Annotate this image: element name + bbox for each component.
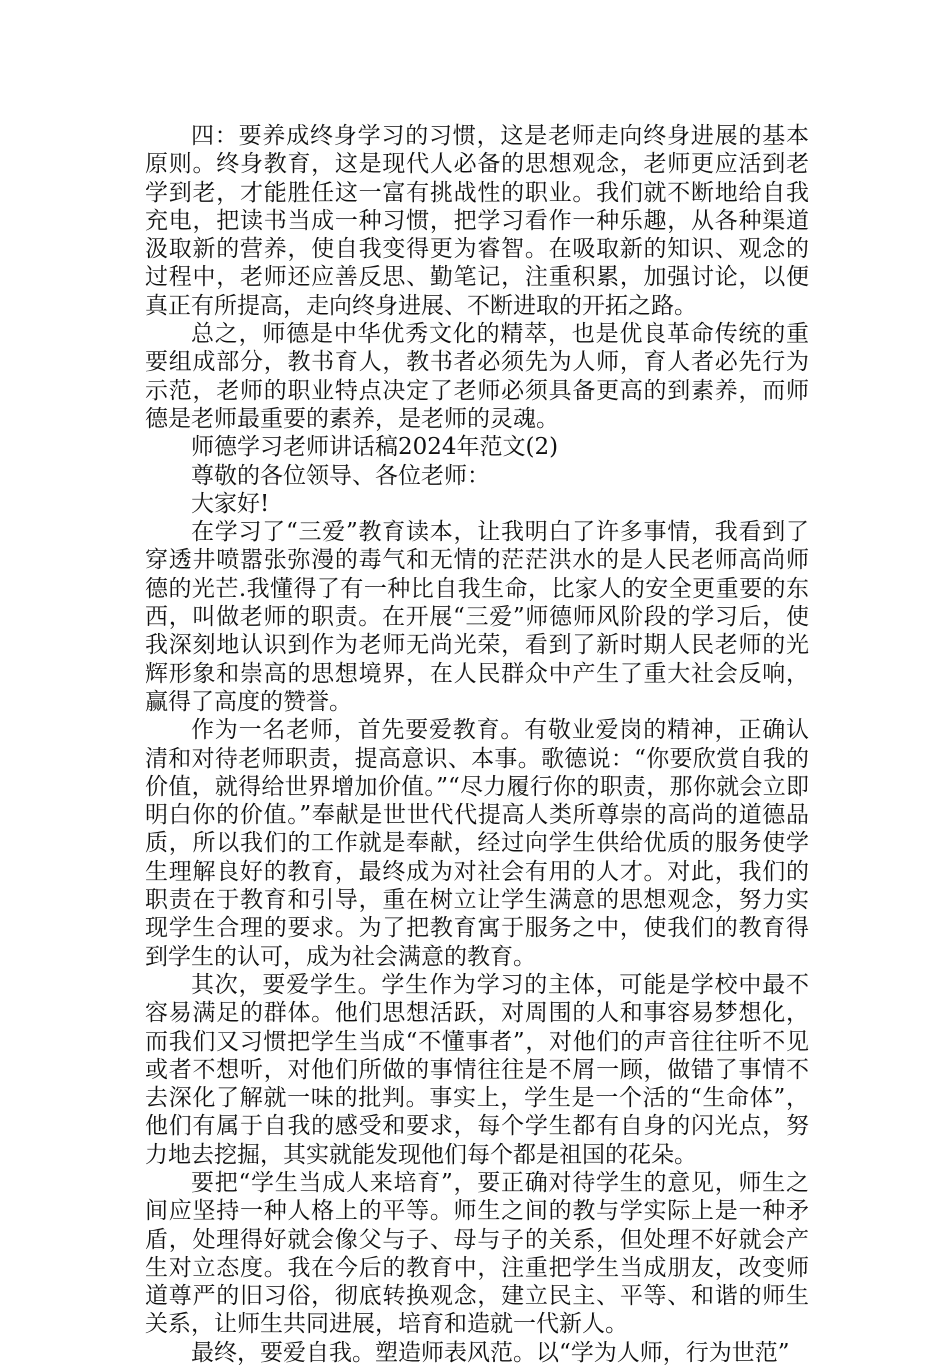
paragraph-three-loves: 在学习了“三爱”教育读本，让我明白了许多事情，我看到了穿透井喷嚣张弥漫的毒气和无情的茫茫洪水的是人民老师高尚师德的光芒.我懂得了有一种比自我生命，比家人的安全更重要的东西，叫做老师的职责。在开展“三爱”师德师风阶段的学习后，使我深刻地认识到作为老师无尚光荣，看到了新时期人民老师的光辉形象和崇高的思想境界，在人民群众中产生了重大社会反响，赢得了高度的赞誉。: [145, 519, 809, 715]
salutation: 尊敬的各位领导、各位老师：: [191, 462, 490, 489]
paragraph-love-education: 作为一名老师，首先要爱教育。有敬业爱岗的精神，正确认清和对待老师职责，提高意识、本事。歌德说：“你要欣赏自我的价值，就得给世界增加价值。”“尽力履行你的职责，那你就会立即明白你的价值。”奉献是世世代代提高人类所尊崇的高尚的道德品质，所以我们的工作就是奉献，经过向学生供给优质的服务使学生理解良好的教育，最终成为对社会有用的人才。对此，我们的职责在于教育和引导，重在树立让学生满意的思想观念，努力实现学生合理的要求。为了把教育寓于服务之中，使我们的教育得到学生的认可，成为社会满意的教育。: [145, 717, 809, 970]
paragraph-conclusion: 总之，师德是中华优秀文化的精萃，也是优良革命传统的重要组成部分，教书育人，教书者必须先为人师，育人者必先行为示范，老师的职业特点决定了老师必须具备更高的到素养，而师德是老师最重要的素养，是老师的灵魂。: [145, 321, 809, 432]
section-heading: 师德学习老师讲话稿2024年范文(2): [191, 434, 559, 461]
paragraph-lifelong-learning: 四：要养成终身学习的习惯，这是老师走向终身进展的基本原则。终身教育，这是现代人必备的思想观念，老师更应活到老学到老，才能胜任这一富有挑战性的职业。我们就不断地给自我充电，把读书当成一种习惯，把学习看作一种乐趣，从各种渠道汲取新的营养，使自我变得更为睿智。在吸取新的知识、观念的过程中，老师还应善反思、勤笔记，注重积累，加强讨论，以便真正有所提高，走向终身进展、不断进取的开拓之路。: [145, 123, 809, 319]
paragraph-respect-students: 要把“学生当成人来培育”，要正确对待学生的意见，师生之间应坚持一种人格上的平等。师生之间的教与学实际上是一种矛盾，处理得好就会像父与子、母与子的关系，但处理不好就会产生对立态度。我在今后的教育中，注重把学生当成朋友，改变师道尊严的旧习俗，彻底转换观念，建立民主、平等、和谐的师生关系，让师生共同进展，培育和造就一代新人。: [145, 1169, 809, 1338]
greeting: 大家好!: [191, 490, 270, 517]
document-page: [145, 122, 809, 1367]
paragraph-love-students: 其次，要爱学生。学生作为学习的主体，可能是学校中最不容易满足的群体。他们思想活跃，对周围的人和事容易梦想化，而我们又习惯把学生当成“不懂事者”，对他们的声音往往听不见或者不想听，对他们所做的事情往往是不屑一顾，做错了事情不去深化了解就一味的批判。事实上，学生是一个活的“生命体”，他们有属于自我的感受和要求，每个学生都有自身的闪光点，努力地去挖掘，其实就能发现他们每个都是祖国的花朵。: [145, 971, 809, 1168]
paragraph-love-self: 最终，要爱自我。塑造师表风范。以“学为人师，行为世范”: [191, 1339, 790, 1366]
